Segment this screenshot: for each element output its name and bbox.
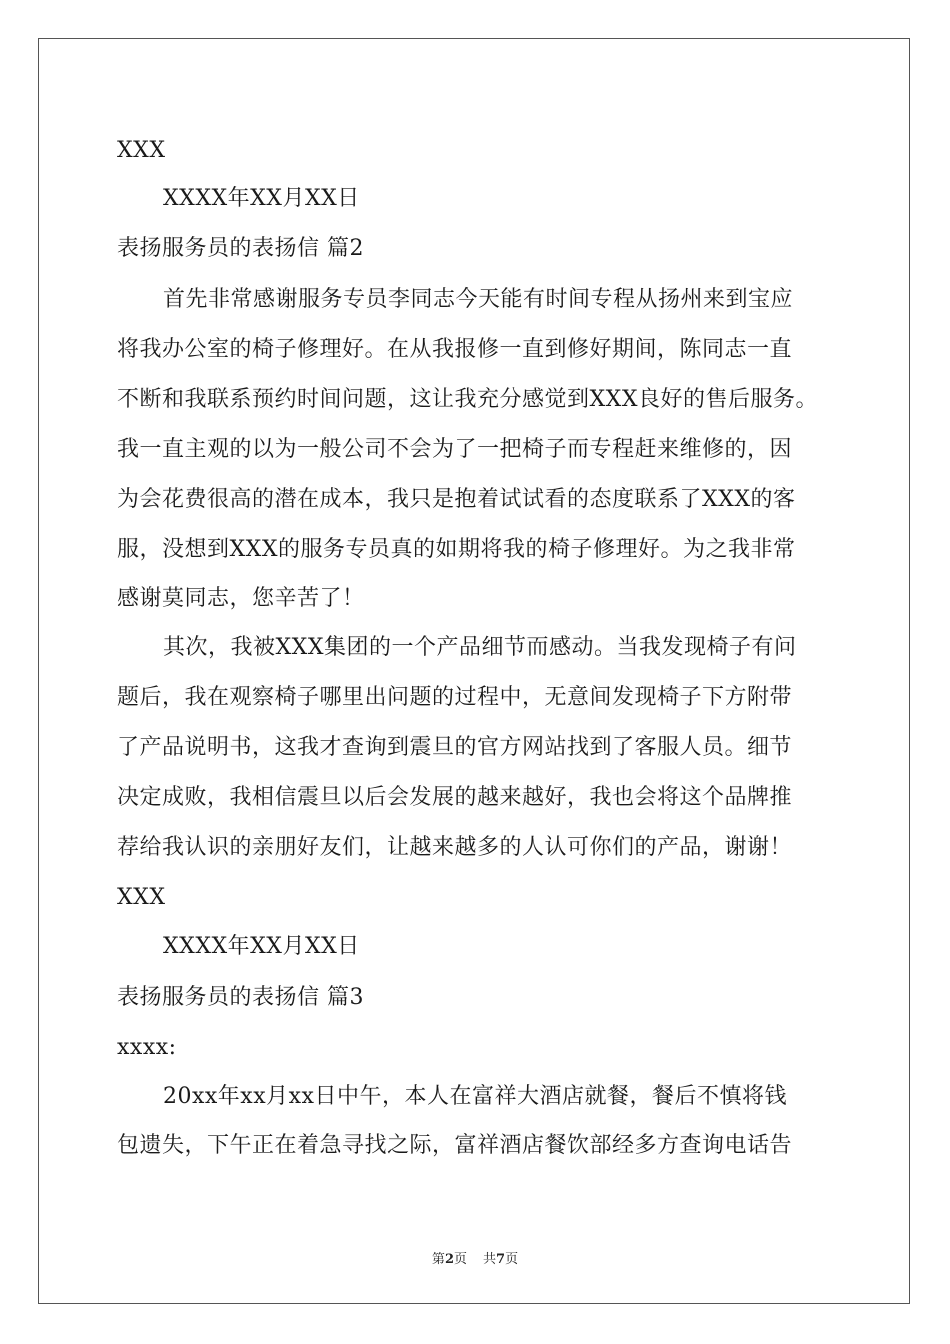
body-line: 20xx年xx月xx日中午，本人在富祥大酒店就餐，餐后不慎将钱 xyxy=(163,1084,787,1109)
salutation-line: xxxx: xyxy=(117,1035,177,1060)
body-line: 感谢莫同志，您辛苦了！ xyxy=(117,586,365,611)
signature-line: XXX xyxy=(117,885,166,910)
footer-page-suffix: 页 xyxy=(453,1252,467,1267)
body-line: 决定成败，我相信震旦以后会发展的越来越好，我也会将这个品牌推 xyxy=(117,785,793,810)
body-line: 荐给我认识的亲朋好友们，让越来越多的人认可你们的产品，谢谢！ xyxy=(117,835,793,860)
body-line: 题后，我在观察椅子哪里出问题的过程中，无意间发现椅子下方附带 xyxy=(117,685,793,710)
body-line: 了产品说明书，这我才查询到震旦的官方网站找到了客服人员。细节 xyxy=(117,735,793,760)
section-heading: 表扬服务员的表扬信 篇2 xyxy=(117,236,364,261)
body-line: 我一直主观的以为一般公司不会为了一把椅子而专程赶来维修的，因 xyxy=(117,437,793,462)
page-border xyxy=(38,38,910,1304)
body-line: 包遗失，下午正在着急寻找之际，富祥酒店餐饮部经多方查询电话告 xyxy=(117,1133,793,1158)
body-line: 服，没想到XXX的服务专员真的如期将我的椅子修理好。为之我非常 xyxy=(117,537,796,562)
body-line: 其次，我被XXX集团的一个产品细节而感动。当我发现椅子有问 xyxy=(163,635,797,660)
page-footer xyxy=(0,1248,950,1267)
date-line: XXXX年XX月XX日 xyxy=(163,934,360,959)
date-line: XXXX年XX月XX日 xyxy=(163,186,360,211)
footer-page-number: 2 xyxy=(444,1252,454,1267)
section-heading: 表扬服务员的表扬信 篇3 xyxy=(117,985,364,1010)
footer-total-prefix: 共 xyxy=(483,1252,497,1267)
footer-total-pages: 7 xyxy=(496,1252,506,1267)
body-line: 不断和我联系预约时间问题，这让我充分感觉到XXX良好的售后服务。 xyxy=(117,387,818,412)
body-line: 将我办公室的椅子修理好。在从我报修一直到修好期间，陈同志一直 xyxy=(117,337,793,362)
footer-total-suffix: 页 xyxy=(505,1252,519,1267)
signature-line: XXX xyxy=(117,138,166,163)
footer-page-prefix: 第 xyxy=(431,1252,445,1267)
body-line: 首先非常感谢服务专员李同志今天能有时间专程从扬州来到宝应 xyxy=(163,287,794,312)
body-line: 为会花费很高的潜在成本，我只是抱着试试看的态度联系了XXX的客 xyxy=(117,487,796,512)
